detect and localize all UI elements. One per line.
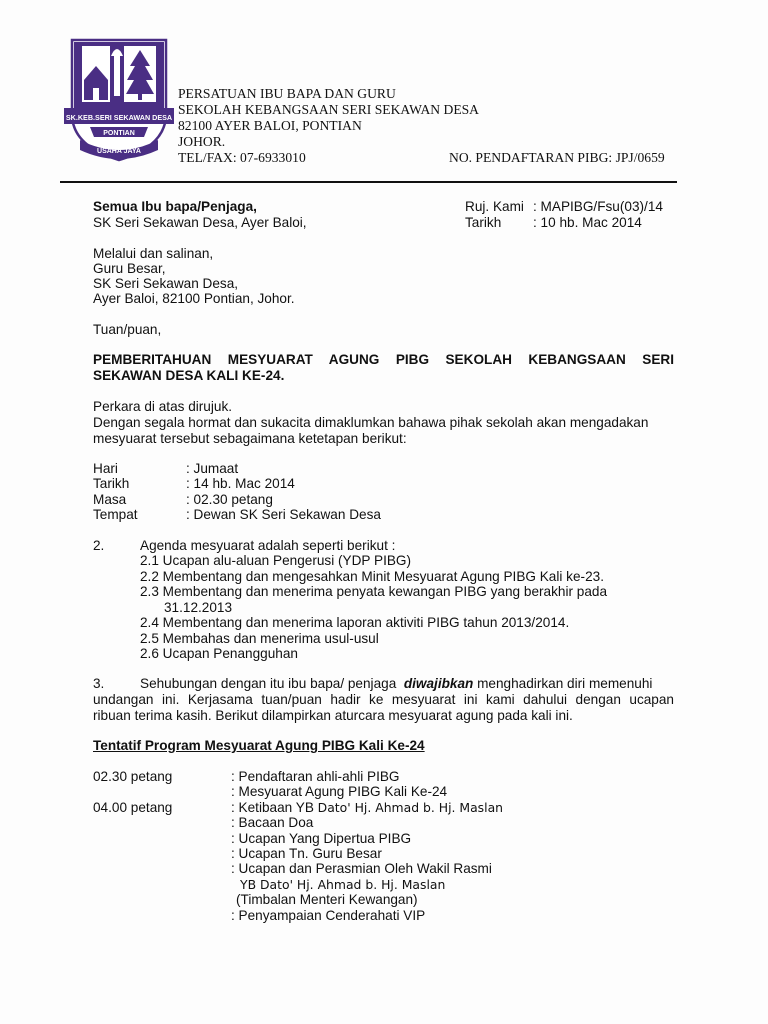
- detail-label: Tarikh: [93, 476, 130, 491]
- letterhead-registration: NO. PENDAFTARAN PIBG: JPJ/0659: [449, 150, 665, 165]
- program-item-prefix: : Ketibaan YB: [231, 800, 314, 815]
- agenda-item-continuation: 31.12.2013: [164, 600, 233, 615]
- date-label: Tarikh: [465, 215, 502, 230]
- school-crest-logo: [62, 36, 176, 162]
- program-item: : Ucapan Tn. Guru Besar: [231, 846, 382, 861]
- agenda-item: 2.5 Membahas dan menerima usul-usul: [140, 631, 379, 646]
- intro-line: Perkara di atas dirujuk.: [93, 399, 233, 414]
- program-vip-name: Dato' Hj. Ahmad b. Hj. Maslan: [317, 800, 504, 815]
- paragraph3-emphasis: diwajibkan: [403, 676, 474, 691]
- detail-value: : Jumaat: [186, 461, 239, 476]
- program-item: : Ucapan Yang Dipertua PIBG: [231, 831, 412, 846]
- crest-banner-text: SK.KEB.SERI SEKAWAN DESA: [65, 113, 173, 122]
- intro-line: mesyuarat tersebut sebagaimana ketetapan berikut:: [93, 431, 407, 446]
- via-line: SK Seri Sekawan Desa,: [93, 276, 239, 291]
- agenda-item: 2.2 Membentang dan mengesahkan Minit Mesyuarat Agung PIBG Kali ke-23.: [140, 569, 604, 584]
- program-item: : Penyampaian Cenderahati VIP: [231, 908, 426, 923]
- letterhead-address1: 82100 AYER BALOI, PONTIAN: [178, 118, 362, 133]
- via-line: Guru Besar,: [93, 261, 166, 276]
- via-line: Melalui dan salinan,: [93, 246, 214, 261]
- program-vip-name: YB Dato' Hj. Ahmad b. Hj. Maslan: [240, 877, 446, 892]
- agenda-item: 2.1 Ucapan alu-aluan Pengerusi (YDP PIBG): [140, 553, 412, 568]
- detail-label: Hari: [93, 461, 118, 476]
- detail-label: Masa: [93, 492, 127, 507]
- detail-value: : 02.30 petang: [186, 492, 273, 507]
- agenda-heading: Agenda mesyuarat adalah seperti berikut :: [140, 538, 396, 553]
- agenda-item: 2.6 Ucapan Penangguhan: [140, 646, 298, 661]
- program-item: : Pendaftaran ahli-ahli PIBG: [231, 769, 400, 784]
- agenda-item: 2.4 Membentang dan menerima laporan aktiviti PIBG tahun 2013/2014.: [140, 615, 570, 630]
- intro-line: Dengan segala hormat dan sukacita dimaklumkan bahawa pihak sekolah akan mengadakan: [93, 415, 649, 430]
- letterhead-org: PERSATUAN IBU BAPA DAN GURU: [178, 86, 396, 101]
- paragraph3-line2: undangan ini. Kerjasama tuan/puan hadir ke mesyuarat ini kami dahului dengan ucapan: [93, 692, 674, 707]
- program-title: Tentatif Program Mesyuarat Agung PIBG Kali Ke-24: [93, 738, 425, 753]
- agenda-item: 2.3 Membentang dan menerima penyata kewangan PIBG yang berakhir pada: [140, 584, 608, 599]
- program-time: 02.30 petang: [93, 769, 173, 784]
- detail-value: : 14 hb. Mac 2014: [186, 476, 295, 491]
- paragraph3-line3: ribuan terima kasih. Berikut dilampirkan aturcara mesyuarat agung pada kali ini.: [93, 708, 573, 723]
- recipient-line2: SK Seri Sekawan Desa, Ayer Baloi,: [93, 215, 307, 230]
- letterhead-telfax: TEL/FAX: 07-6933010: [178, 150, 306, 165]
- program-item: : Bacaan Doa: [231, 815, 314, 830]
- program-time: 04.00 petang: [93, 800, 173, 815]
- subject-line1: PEMBERITAHUAN MESYUARAT AGUNG PIBG SEKOLAH KEBANGSAAN SERI: [93, 352, 674, 367]
- crest-motto: USAHA JAYA: [97, 148, 141, 155]
- letterhead-school: SEKOLAH KEBANGSAAN SERI SEKAWAN DESA: [178, 102, 479, 117]
- program-item: : Mesyuarat Agung PIBG Kali Ke-24: [231, 784, 448, 799]
- program-item: : Ucapan dan Perasmian Oleh Wakil Rasmi: [231, 861, 492, 876]
- program-vip-title: (Timbalan Menteri Kewangan): [236, 892, 418, 907]
- letterhead-address2: JOHOR.: [178, 134, 226, 149]
- ref-value: : MAPIBG/Fsu(03)/14: [533, 199, 663, 214]
- via-line: Ayer Baloi, 82100 Pontian, Johor.: [93, 291, 295, 306]
- subject-line2: SEKAWAN DESA KALI KE-24.: [93, 368, 285, 383]
- date-value: : 10 hb. Mac 2014: [533, 215, 642, 230]
- agenda-number: 2.: [93, 538, 105, 553]
- detail-label: Tempat: [93, 507, 138, 522]
- paragraph3-text: menghadirkan diri memenuhi: [477, 676, 653, 691]
- ref-label: Ruj. Kami: [465, 199, 524, 214]
- program-item: [231, 800, 503, 816]
- crest-ribbon-text: PONTIAN: [103, 130, 135, 137]
- recipient-line1: Semua Ibu bapa/Penjaga,: [93, 199, 257, 214]
- detail-value: : Dewan SK Seri Sekawan Desa: [186, 507, 381, 522]
- salutation: Tuan/puan,: [93, 322, 162, 337]
- paragraph3-number: 3.: [93, 676, 105, 691]
- paragraph3-text: Sehubungan dengan itu ibu bapa/ penjaga: [140, 676, 397, 691]
- paragraph3-line1: [140, 676, 652, 692]
- letterhead-divider: [60, 181, 677, 183]
